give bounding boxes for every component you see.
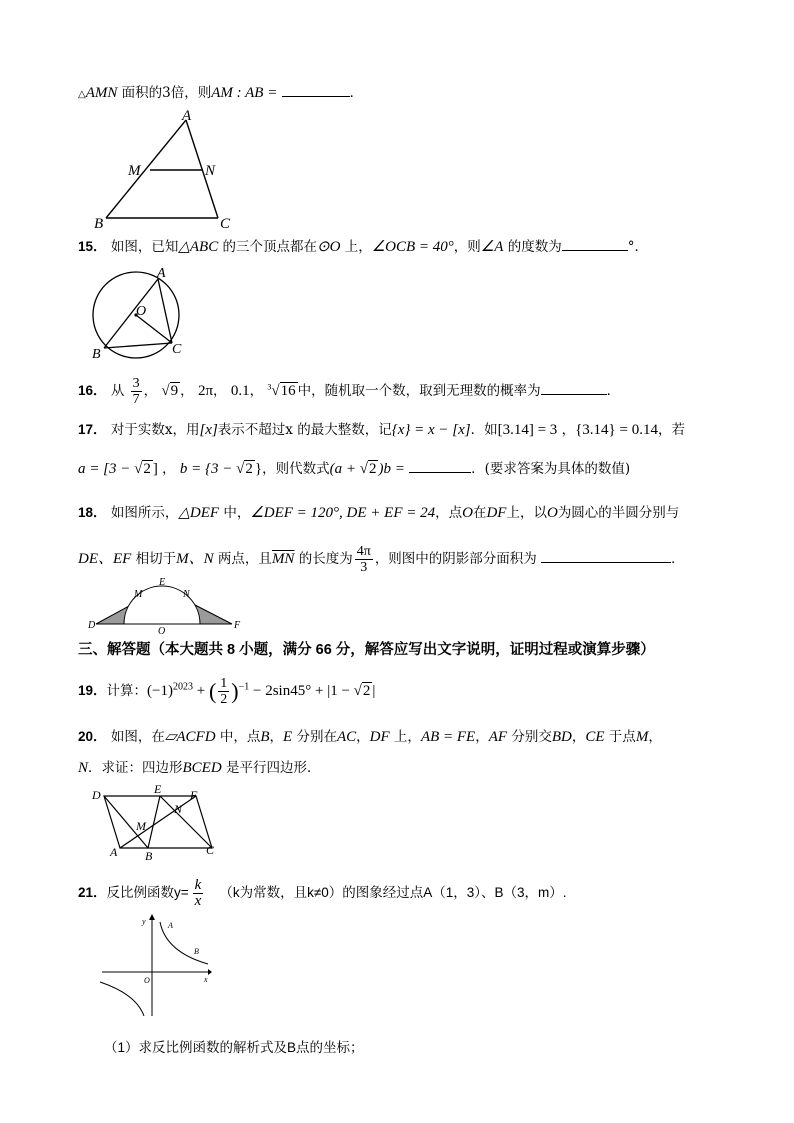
label-A: A	[110, 845, 118, 859]
section-3-heading: 三、解答题（本大题共 8 小题，满分 66 分，解答应写出文字说明，证明过程或演算步骤）	[78, 642, 655, 658]
q18-semicircle-figure	[88, 576, 241, 637]
label-N: N	[183, 589, 190, 600]
label-E: E	[154, 782, 162, 796]
label-M: M	[134, 589, 143, 600]
label-C: C	[172, 342, 182, 357]
question-21-part1: （1）求反比例函数的解析式及B点的坐标；	[104, 1040, 364, 1055]
question-16: 16． 从 $\frac{3}{7}$ ， √9 ， 2π， 0.1， $^3$√16 中，随机取一个数，取到无理数的概率为 ．	[78, 376, 621, 407]
q14-line: △AMN 面积的3倍，则AM : AB = ．	[78, 82, 363, 105]
q20-parallelogram-figure	[90, 782, 220, 863]
answer-blank[interactable]	[541, 380, 607, 395]
question-17-line1: 17． 对于实数x，用[x]表示不超过x 的最大整数，记{x} = x − [x]．如[3.14] = 3 ，{3.14} = 0.14，若	[78, 422, 685, 438]
question-18-line1: 18． 如图所示，△DEF 中，∠DEF = 120°, DE + EF = 24，点O在DF上，以O为圆心的半圆分别与	[78, 505, 680, 521]
label-M: M	[128, 163, 141, 179]
answer-blank[interactable]	[282, 82, 350, 97]
label-M: M	[136, 819, 146, 833]
fraction-3-7: $\frac{3}{7}$	[132, 376, 140, 407]
question-15: 15． 如图，已知△ABC 的三个顶点都在⊙O 上，∠OCB = 40°，则∠A 的度数为 °．	[78, 236, 648, 257]
label-E: E	[159, 577, 166, 588]
label-B: B	[194, 947, 199, 956]
label-N: N	[174, 802, 183, 816]
question-18-line2: DE、EF 相切于M、N 两点，且$\overline{MN}$ 的长度为 $\frac{4\pi}{3}$ ，则图中的阴影部分面积为 ．	[78, 544, 685, 575]
question-21: 21．反比例函数y= $\frac{k}{x}$ （k为常数，且k≠0）的图象经过点A（1，3）、B（3，m）.	[78, 877, 567, 909]
label-O: O	[136, 304, 147, 319]
label-F: F	[190, 788, 198, 802]
q15-circle-figure	[84, 264, 192, 362]
label-O: O	[144, 976, 150, 985]
answer-blank[interactable]	[562, 236, 628, 251]
label-B: B	[145, 849, 153, 863]
label-C: C	[220, 216, 231, 232]
answer-blank[interactable]	[541, 548, 671, 563]
question-20-line1: 20． 如图，在▱ACFD 中，点B，E 分别在AC，DF 上，AB = FE，AF 分别交BD，CE 于点M，	[78, 729, 662, 745]
question-19: 19．计算：$(-1)^{2023}$ + ( $\frac{1}{2}$ )$^{-1}$ − 2sin45° + |1 − √2 |	[78, 676, 376, 707]
label-y: y	[142, 917, 146, 926]
question-20-line2: N．求证：四边形BCED 是平行四边形．	[78, 760, 321, 776]
label-x: x	[204, 975, 208, 984]
label-D: D	[88, 620, 96, 631]
q21-graph-figure	[96, 912, 216, 1022]
label-A: A	[168, 921, 173, 930]
label-F: F	[234, 620, 241, 631]
label-D: D	[92, 788, 101, 802]
label-B: B	[94, 216, 104, 232]
label-O: O	[158, 626, 166, 637]
question-17-line2: a = [3 − √2 ] ， b = {3 − √2 }，则代数式(a + √2 )b = ．(要求答案为具体的数值)	[78, 458, 630, 479]
label-C: C	[206, 843, 215, 857]
q14-triangle-figure	[90, 108, 250, 230]
label-B: B	[92, 347, 101, 362]
answer-blank[interactable]	[409, 458, 471, 473]
label-A: A	[182, 108, 192, 124]
label-N: N	[205, 163, 216, 179]
label-A: A	[157, 266, 166, 281]
